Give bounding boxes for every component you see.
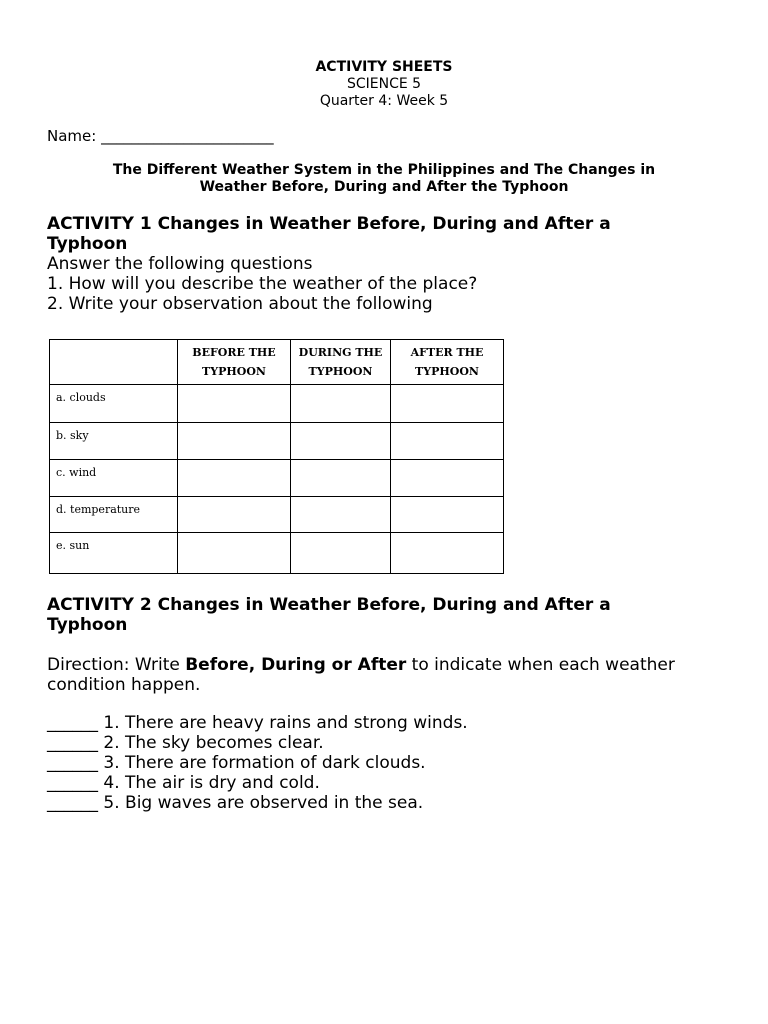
cell-clouds-during[interactable] bbox=[291, 385, 391, 423]
sheet-header bbox=[0, 59, 768, 110]
column-header-before bbox=[178, 340, 291, 385]
direction-choices: Before, During or After bbox=[185, 655, 407, 675]
table-row bbox=[50, 385, 504, 423]
table-row bbox=[50, 460, 504, 497]
activity1-heading-line-1: ACTIVITY 1 Changes in Weather Before, During and After a bbox=[47, 214, 611, 234]
cell-sun-during[interactable] bbox=[291, 533, 391, 574]
activity2-heading-line-2: Typhoon bbox=[47, 615, 128, 635]
column-header-after bbox=[391, 340, 504, 385]
topic-line-1: The Different Weather System in the Philippines and The Changes in bbox=[112, 162, 656, 178]
table-row bbox=[50, 533, 504, 574]
activity1-question-1: 1. How will you describe the weather of the place? bbox=[47, 274, 478, 294]
activity1-section bbox=[47, 214, 737, 314]
row-label-sky: b. sky bbox=[50, 423, 178, 460]
row-label-temperature: d. temperature bbox=[50, 497, 178, 533]
header-before-line-1: BEFORE THE bbox=[192, 346, 276, 359]
row-label-sun: e. sun bbox=[50, 533, 178, 574]
cell-sun-after[interactable] bbox=[391, 533, 504, 574]
cell-sky-before[interactable] bbox=[178, 423, 291, 460]
cell-sky-during[interactable] bbox=[291, 423, 391, 460]
row-label-wind: c. wind bbox=[50, 460, 178, 497]
topic-title bbox=[47, 162, 721, 196]
activity1-heading-line-2: Typhoon bbox=[47, 234, 128, 254]
cell-temperature-after[interactable] bbox=[391, 497, 504, 533]
observation-table bbox=[49, 339, 504, 574]
activity2-heading-line-1: ACTIVITY 2 Changes in Weather Before, During and After a bbox=[47, 595, 611, 615]
sheet-subject: SCIENCE 5 bbox=[346, 76, 422, 92]
sheet-title: ACTIVITY SHEETS bbox=[315, 59, 453, 75]
list-item[interactable]: ______ 1. There are heavy rains and strong winds. bbox=[47, 713, 468, 733]
direction-line-1 bbox=[47, 655, 737, 675]
table-row bbox=[50, 423, 504, 460]
cell-clouds-before[interactable] bbox=[178, 385, 291, 423]
activity2-section bbox=[47, 595, 737, 635]
header-before-line-2: TYPHOON bbox=[202, 365, 266, 378]
header-after-line-1: AFTER THE bbox=[410, 346, 484, 359]
table-row bbox=[50, 497, 504, 533]
direction-line-2: condition happen. bbox=[47, 675, 201, 695]
header-after-line-2: TYPHOON bbox=[415, 365, 479, 378]
header-during-line-1: DURING THE bbox=[298, 346, 383, 359]
activity1-instruction: Answer the following questions bbox=[47, 254, 313, 274]
activity1-question-2: 2. Write your observation about the following bbox=[47, 294, 433, 314]
row-label-clouds: a. clouds bbox=[50, 385, 178, 423]
direction-prefix: Direction: Write bbox=[47, 655, 186, 675]
activity1-heading bbox=[47, 214, 737, 254]
cell-wind-after[interactable] bbox=[391, 460, 504, 497]
header-during-line-2: TYPHOON bbox=[308, 365, 373, 378]
cell-temperature-during[interactable] bbox=[291, 497, 391, 533]
list-item[interactable]: ______ 3. There are formation of dark clouds. bbox=[47, 753, 426, 773]
sheet-period: Quarter 4: Week 5 bbox=[319, 93, 449, 109]
name-field[interactable]: Name: _______________________ bbox=[47, 127, 274, 145]
activity2-heading bbox=[47, 595, 737, 635]
cell-wind-before[interactable] bbox=[178, 460, 291, 497]
cell-sky-after[interactable] bbox=[391, 423, 504, 460]
topic-line-2: Weather Before, During and After the Typhoon bbox=[199, 179, 569, 195]
activity2-direction bbox=[47, 655, 737, 695]
list-item[interactable]: ______ 4. The air is dry and cold. bbox=[47, 773, 320, 793]
list-item[interactable]: ______ 5. Big waves are observed in the sea. bbox=[47, 793, 424, 813]
column-header-during bbox=[291, 340, 391, 385]
cell-sun-before[interactable] bbox=[178, 533, 291, 574]
list-item[interactable]: ______ 2. The sky becomes clear. bbox=[47, 733, 324, 753]
cell-clouds-after[interactable] bbox=[391, 385, 504, 423]
table-corner-cell bbox=[50, 340, 178, 385]
cell-wind-during[interactable] bbox=[291, 460, 391, 497]
cell-temperature-before[interactable] bbox=[178, 497, 291, 533]
direction-suffix: to indicate when each weather bbox=[406, 655, 675, 675]
activity2-items bbox=[47, 713, 468, 813]
